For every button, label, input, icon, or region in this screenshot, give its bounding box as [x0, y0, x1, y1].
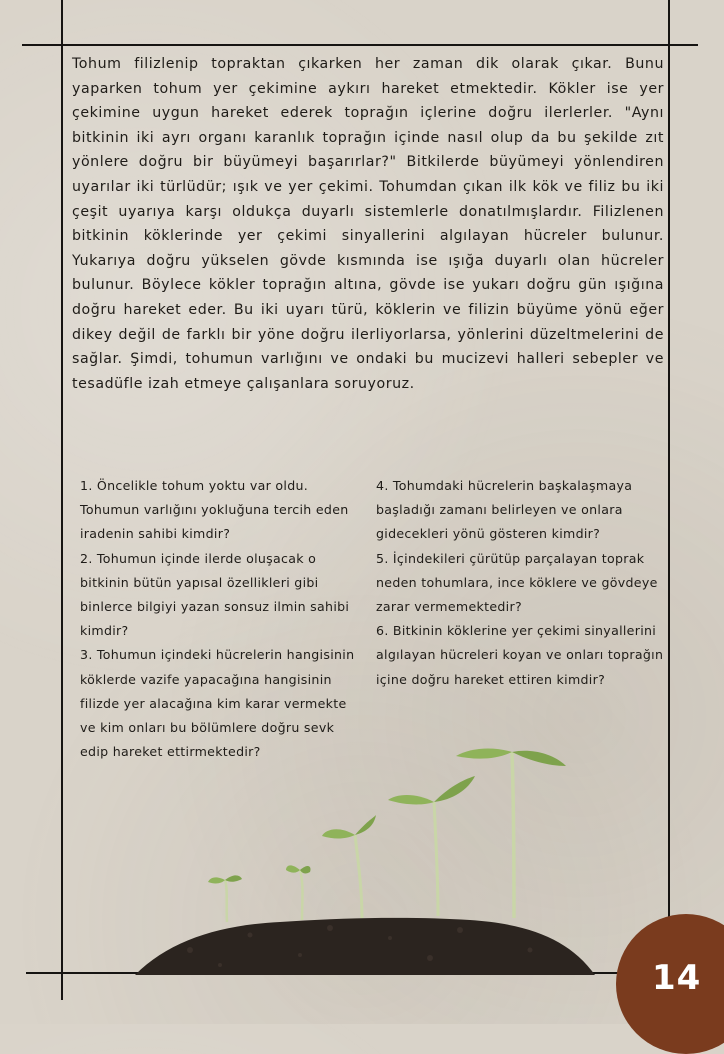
- question-3: 3. Tohumun içindeki hücrelerin hangisinin köklerde vazife yapacağına hangisinin filizde yer alacağına kim karar vermekte ve kim onları bu bölümlere doğru sevk edip hareket ettirmektedir?: [80, 647, 355, 760]
- question-4: 4. Tohumdaki hücrelerin başkalaşmaya başladığı zamanı belirleyen ve onlara gidecekleri yönü gösteren kimdir?: [376, 478, 633, 542]
- questions-left-column: [80, 474, 365, 764]
- seedling-5: [456, 749, 566, 918]
- page-number: 14: [652, 958, 702, 998]
- seedling-2: [286, 865, 311, 920]
- questions-right-column: [376, 474, 664, 692]
- right-frame-line: [668, 0, 670, 1000]
- seedling-4: [388, 776, 475, 916]
- top-frame-line: [22, 44, 698, 46]
- question-1: 1. Öncelikle tohum yoktu var oldu. Tohumun varlığını yokluğuna tercih eden iradenin sahibi kimdir?: [80, 478, 349, 542]
- intro-paragraph: Tohum filizlenip topraktan çıkarken her zaman dik olarak çıkar. Bunu yaparken tohum yer çekimine aykırı hareket etmektedir. Kökler ise yer çekimine uygun hareket ederek toprağın içlerine doğru ilerlerler. "Aynı bitkinin iki ayrı organı karanlık toprağın içinde nasıl olup da bu şekilde zıt yönlere doğru bir büyümeyi başarırlar?" Bitkilerde büyümeyi yönlendiren uyarılar iki türlüdür; ışık ve yer çekimi. Tohumdan çıkan ilk kök ve filiz bu iki çeşit uyarıya karşı oldukça duyarlı sistemlerle donatılmışlardır. Filizlenen bitkinin köklerinde yer çekimi sinyallerini algılayan hücreler bulunur. Yukarıya doğru yükselen gövde kısmında ise ışığa duyarlı olan hücreler bulunur. Böylece kökler toprağın altına, gövde ise yukarı doğru gün ışığına doğru hareket eder. Bu iki uyarı türü, köklerin ve filizin büyüme yönü eğer dikey değil de farklı bir yöne doğru ilerliyorlarsa, yönlerini düzeltmelerini de sağlar. Şimdi, tohumun varlığını ve ondaki bu mucizevi halleri sebepler ve tesadüfle izah etmeye çalışanlara soruyoruz.: [72, 56, 664, 392]
- question-6: 6. Bitkinin köklerine yer çekimi sinyallerini algılayan hücreleri koyan ve onları toprağın içine doğru hareket ettiren kimdir?: [376, 623, 664, 687]
- question-2: 2. Tohumun içinde ilerde oluşacak o bitkinin bütün yapısal özellikleri gibi binlerce bilgiyi yazan sonsuz ilmin sahibi kimdir?: [80, 550, 350, 639]
- question-5: 5. İçindekileri çürütüp parçalayan toprak neden tohumlara, ince köklere ve gövdeye zarar vermemektedir?: [376, 550, 658, 615]
- seedling-3: [322, 815, 376, 918]
- left-frame-line: [61, 0, 63, 1000]
- seedling-1: [208, 875, 242, 922]
- seedlings-illustration: [130, 730, 600, 980]
- soil-mound: [135, 918, 595, 975]
